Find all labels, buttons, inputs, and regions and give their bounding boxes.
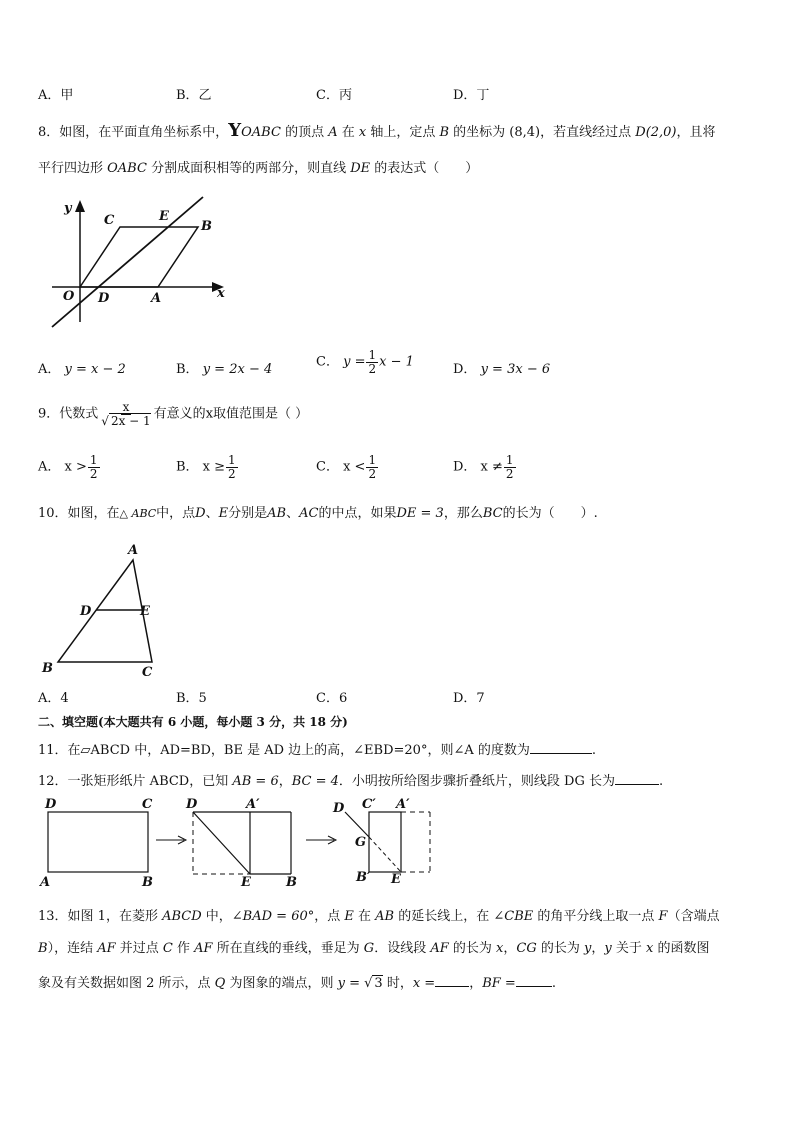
parallelogram-oabc xyxy=(80,227,198,287)
parallelogram-icon: Y xyxy=(228,120,242,141)
fig3-label-d: D xyxy=(333,801,345,816)
q11-answer-blank[interactable] xyxy=(530,753,592,754)
label-c: C xyxy=(104,213,115,228)
fig3-label-c1: C′ xyxy=(362,797,376,812)
q13-answer-blank-bf[interactable] xyxy=(516,986,552,987)
label-a: A xyxy=(151,291,162,306)
q10-option-a: A．4 xyxy=(38,691,69,706)
q7-option-c: C．丙 xyxy=(316,88,352,103)
fig1-label-c: C xyxy=(142,797,153,812)
q13-answer-blank-x[interactable] xyxy=(435,986,469,987)
label-o: O xyxy=(63,289,75,304)
section-title: 二、填空题(本大题共有 6 小题，每小题 3 分，共 18 分) xyxy=(38,715,348,729)
q8-option-c: C． y = $\frac{1}{2}$ x − 1 xyxy=(316,348,414,376)
label-c: C xyxy=(142,665,153,680)
fig1-label-b: B xyxy=(142,875,153,890)
fig3-label-g: G xyxy=(355,835,367,850)
q8-stem-line1: 8．如图，在平面直角坐标系中，YOABC 的顶点 A 在 x 轴上，定点 B 的坐标为 (8,4)，若直线经过点 D(2,0)，且将 xyxy=(38,120,716,141)
q10-figure xyxy=(38,540,168,680)
fig3-label-e: E xyxy=(391,872,401,887)
label-e: E xyxy=(140,604,150,619)
q8-figure xyxy=(40,192,230,337)
fig2-diagonal xyxy=(193,812,250,874)
q11-stem: 11．在▱ABCD 中，AD=BD，BE 是 AD 边上的高，∠EBD=20°，则∠A 的度数为 . xyxy=(38,743,597,758)
label-b: B xyxy=(201,219,212,234)
fig2-label-e: E xyxy=(241,875,251,890)
label-d: D xyxy=(80,604,92,619)
q10-stem: 10．如图，在△ ABC中，点D、E分别是AB、AC的中点，如果DE = 3，那么BC的长为（ ）. xyxy=(38,506,598,521)
fig3-label-b1: B′ xyxy=(356,870,371,885)
q9-option-b: B． x ≥ $\frac{1}{2}$ xyxy=(176,453,236,481)
triangle-abc xyxy=(58,560,152,662)
label-b: B xyxy=(42,661,53,676)
q9-option-a: A． x > $\frac{1}{2}$ xyxy=(38,453,98,481)
q13-stem-line2: B），连结 AF 并过点 C 作 AF 所在直线的垂线，垂足为 G．设线段 AF 的长为 x，CG 的长为 y，y 关于 x 的函数图 xyxy=(38,941,710,956)
fig3-label-a1: A′ xyxy=(396,797,410,812)
fig3-fold-line xyxy=(345,812,369,837)
q13-stem-line1: 13．如图 1，在菱形 ABCD 中，∠BAD = 60°，点 E 在 AB 的延长线上，在 ∠CBE 的角平分线上取一点 F（含端点 xyxy=(38,909,720,924)
fig3-rect xyxy=(369,812,401,872)
q12-figure xyxy=(38,795,438,890)
fig2-label-a1: A′ xyxy=(246,797,260,812)
q7-option-b: B．乙 xyxy=(176,88,212,103)
q9-option-c: C． x < $\frac{1}{2}$ xyxy=(316,453,377,481)
q8-option-a: A． y = x − 2 xyxy=(38,362,126,377)
label-y: y xyxy=(64,201,72,216)
q9-option-d: D． x ≠ $\frac{1}{2}$ xyxy=(453,453,514,481)
q10-option-d: D．7 xyxy=(453,691,485,706)
q10-option-c: C．6 xyxy=(316,691,348,706)
q10-option-b: B．5 xyxy=(176,691,207,706)
q7-option-a: A．甲 xyxy=(38,88,74,103)
q13-stem-line3: 象及有关数据如图 2 所示，点 Q 为图象的端点，则 y = √ 3 时，x = ，BF = . xyxy=(38,976,556,991)
q9-stem: 9．代数式 $\frac{x}{√ 2x - 1}$ 有意义的x取值范围是（ ） xyxy=(38,400,309,428)
fig1-label-d: D xyxy=(45,797,57,812)
q12-answer-blank[interactable] xyxy=(615,784,659,785)
label-d: D xyxy=(98,291,110,306)
q8-option-d: D． y = 3x − 6 xyxy=(453,362,551,377)
q7-option-d: D．丁 xyxy=(453,88,490,103)
label-x: x xyxy=(217,286,225,301)
q8-stem-line2: 平行四边形 OABC 分割成面积相等的两部分，则直线 DE 的表达式（ ） xyxy=(38,161,479,176)
line-de xyxy=(52,197,203,327)
q8-option-b: B． y = 2x − 4 xyxy=(176,362,273,377)
fig1-label-a: A xyxy=(40,875,51,890)
fig2-label-d: D xyxy=(186,797,198,812)
label-e: E xyxy=(159,209,169,224)
fig3-dashed-diagonal xyxy=(369,837,401,872)
q12-stem: 12．一张矩形纸片 ABCD，已知 AB = 6，BC = 4．小明按所给图步骤折叠纸片，则线段 DG 长为 . xyxy=(38,774,664,789)
fig2-label-b: B xyxy=(286,875,297,890)
rect-abcd xyxy=(48,812,148,872)
label-a: A xyxy=(128,543,139,558)
y-axis-arrow xyxy=(75,200,85,212)
